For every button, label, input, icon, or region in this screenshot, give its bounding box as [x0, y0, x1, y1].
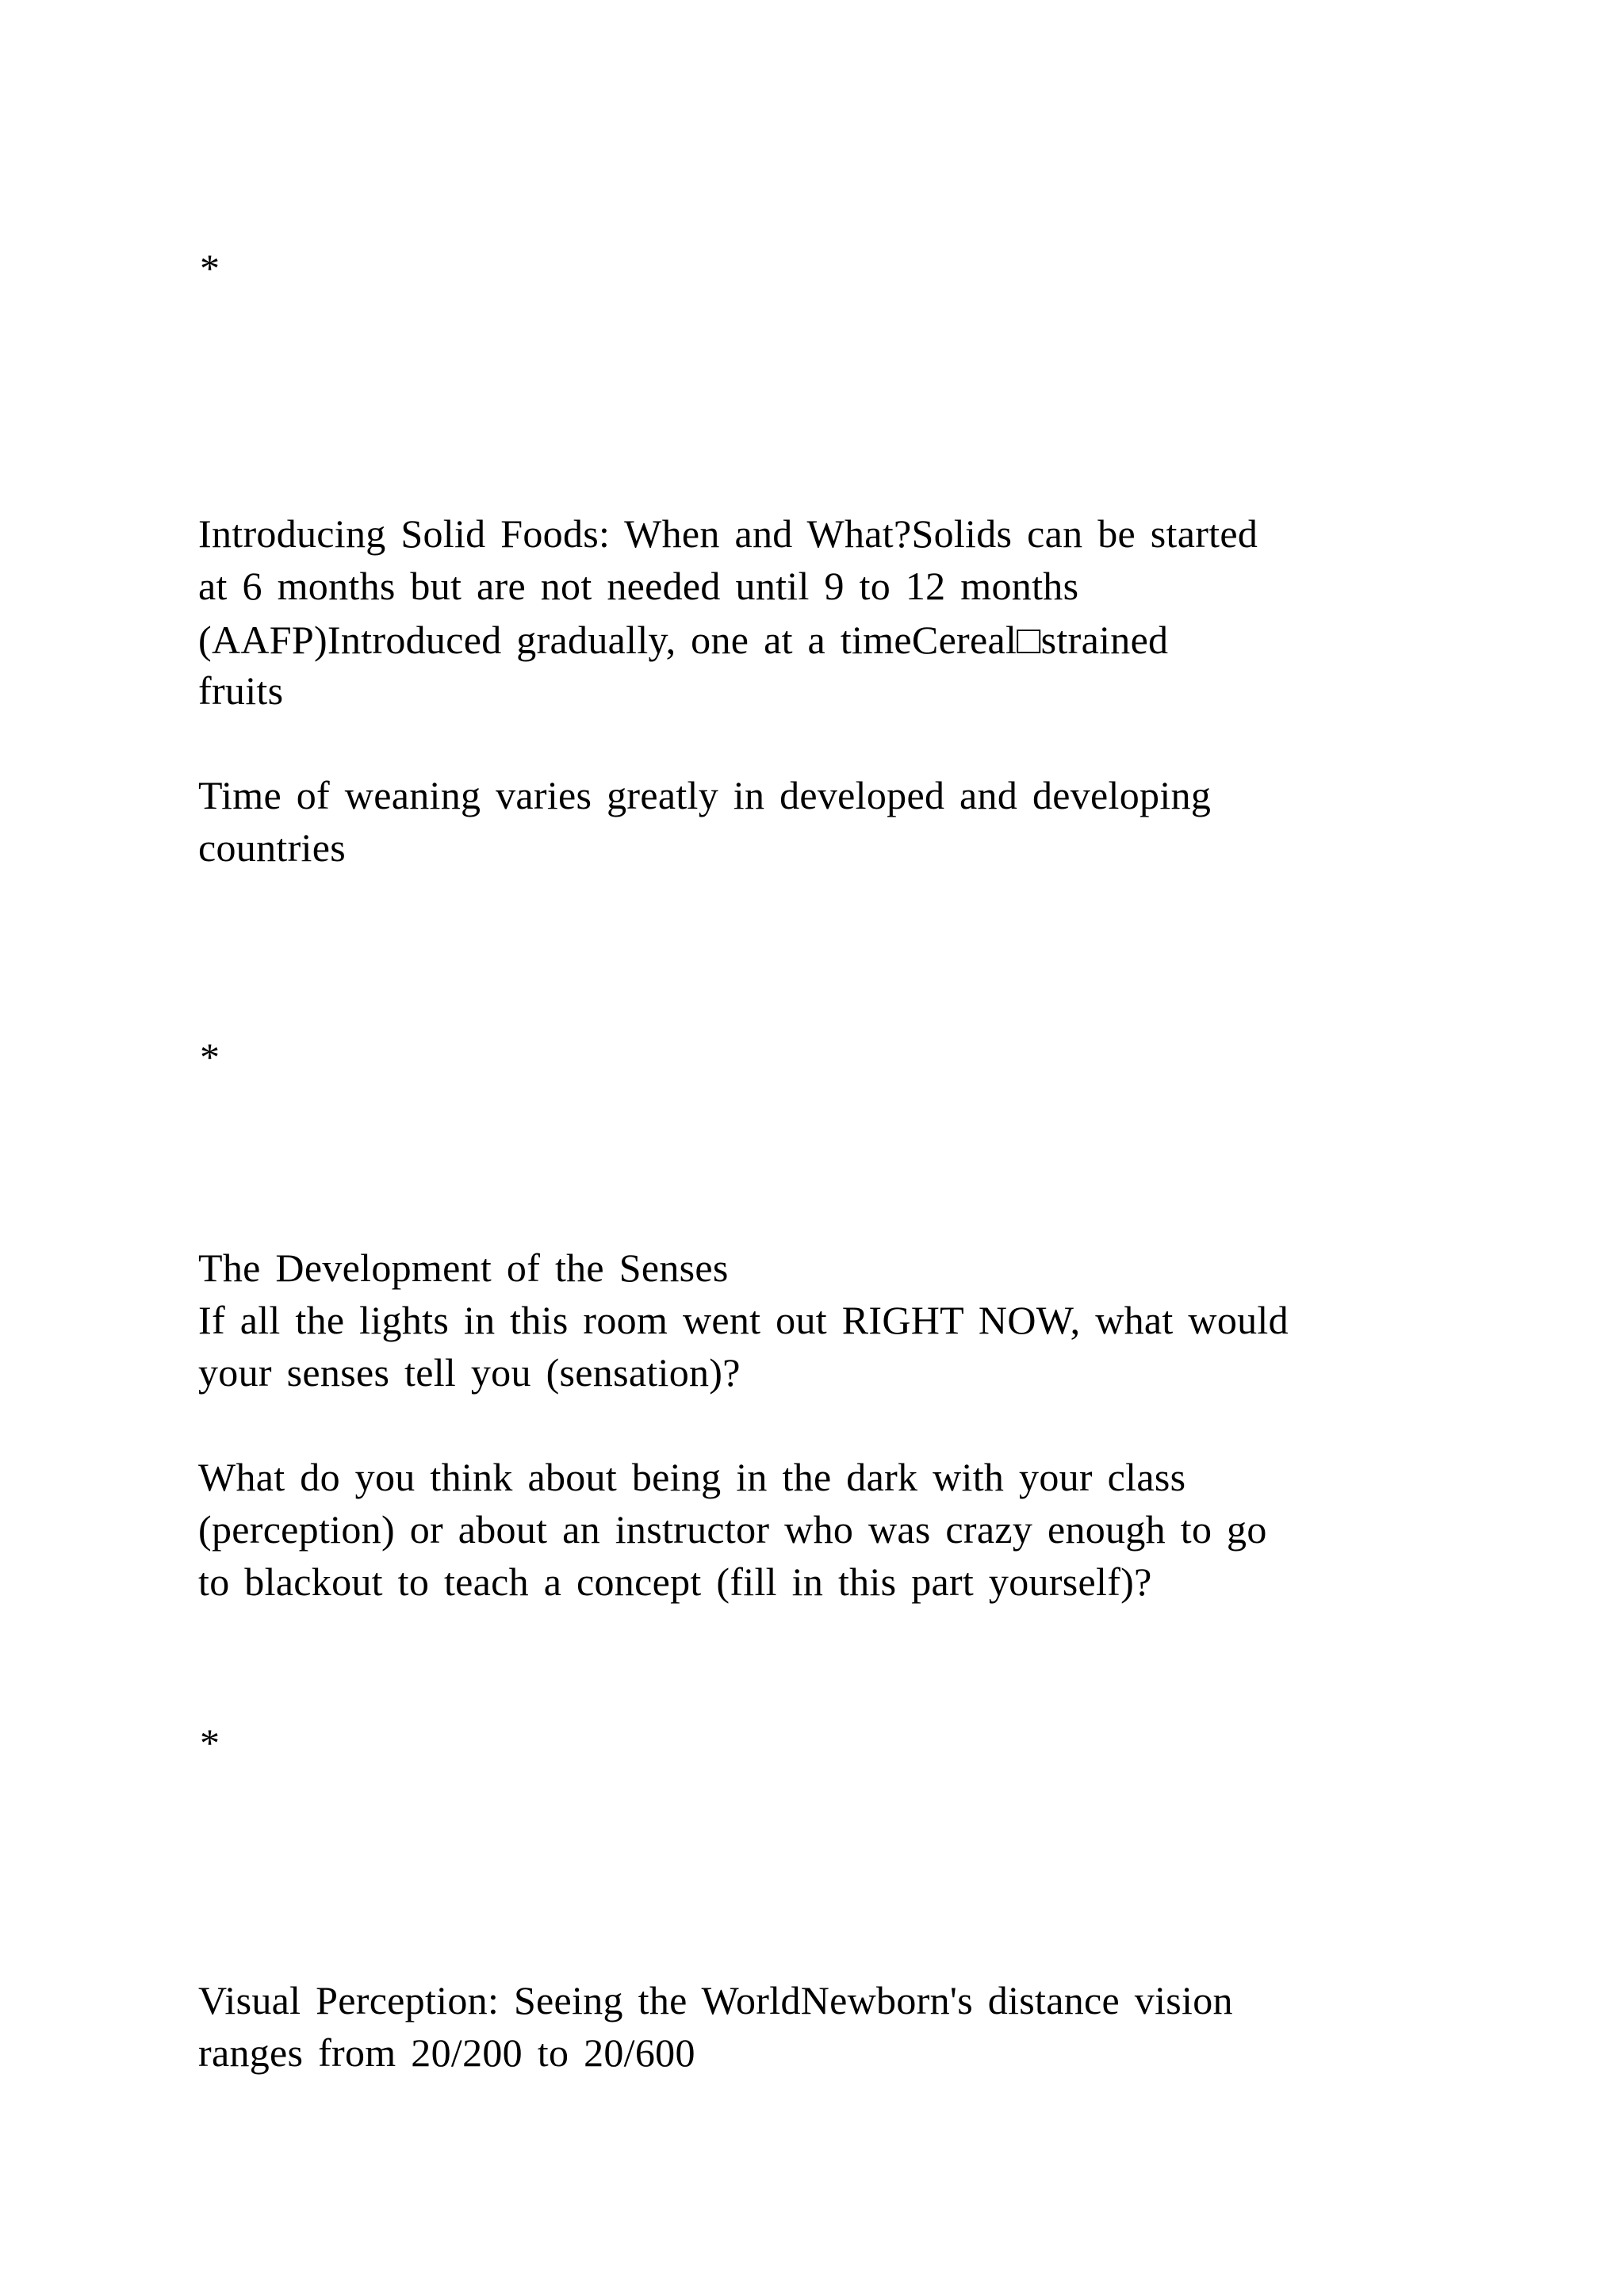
- text-line: If all the lights in this room went out RIGHT NOW, what would: [198, 1298, 1289, 1342]
- text-line: to blackout to teach a concept (fill in this part yourself)?: [198, 1559, 1152, 1604]
- text-line: (AAFP)Introduced gradually, one at a timeCereal□strained: [198, 618, 1169, 662]
- text-line: What do you think about being in the dark with your class: [198, 1455, 1186, 1499]
- text-line: fruits: [198, 668, 284, 713]
- text-line: (perception) or about an instructor who was crazy enough to go: [198, 1507, 1267, 1552]
- text-line: Time of weaning varies greatly in developed and developing: [198, 773, 1212, 817]
- slide-title-visual-perception: Visual Perception: Seeing the WorldNewborn's distance vision: [198, 1978, 1233, 2022]
- slide-separator-marker: *: [200, 1035, 220, 1079]
- slide-separator-marker: *: [200, 1720, 220, 1765]
- text-line: at 6 months but are not needed until 9 to 12 months: [198, 564, 1079, 608]
- text-line: ranges from 20/200 to 20/600: [198, 2030, 695, 2075]
- slide-title-senses: The Development of the Senses: [198, 1246, 729, 1290]
- text-line: your senses tell you (sensation)?: [198, 1350, 741, 1395]
- slide-separator-marker: *: [200, 246, 220, 290]
- slide-title-solid-foods: Introducing Solid Foods: When and What?Solids can be started: [198, 511, 1258, 556]
- text-line: countries: [198, 825, 346, 870]
